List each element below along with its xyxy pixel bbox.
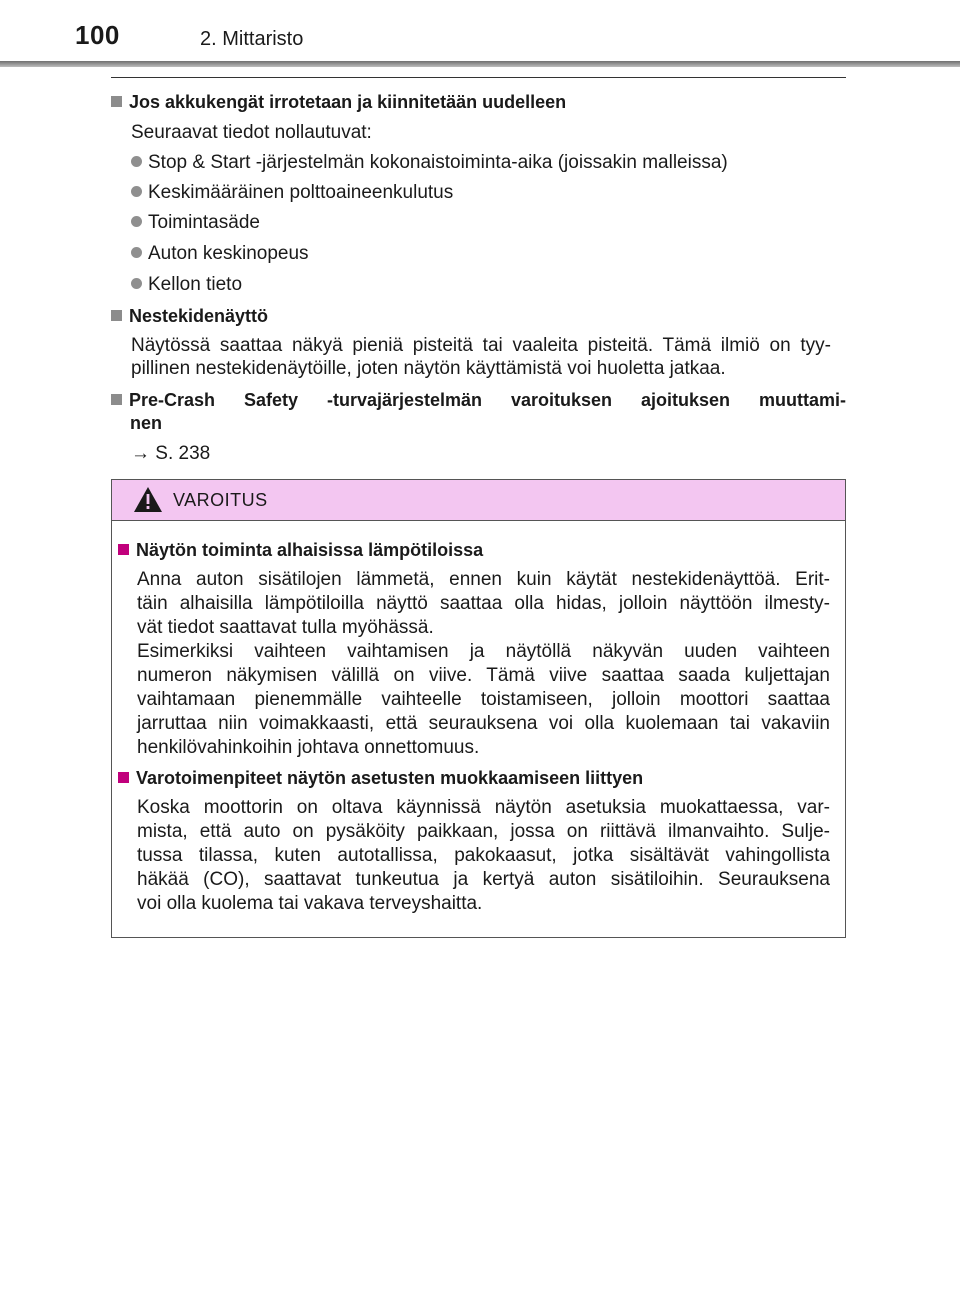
warning-square-icon xyxy=(118,544,129,555)
section-square-icon xyxy=(111,394,122,405)
bullet-item: Keskimääräinen polttoaineenkulutus xyxy=(131,182,453,204)
section-square-icon xyxy=(111,96,122,107)
warning-square-icon xyxy=(118,772,129,783)
content-top-rule xyxy=(111,77,846,78)
section-title-battery: Jos akkukengät irrotetaan ja kiinnitetään uudelleen xyxy=(111,92,566,113)
bullet-item: Auton keskinopeus xyxy=(131,243,309,265)
section-intro: Seuraavat tiedot nollautuvat: xyxy=(131,122,372,143)
page-header xyxy=(0,0,960,70)
bullet-dot-icon xyxy=(131,278,142,289)
warning-item-text: Anna auton sisätilojen lämmetä, ennen kuin käytät nestekidenäyttöä. Erit- täin alhaisilla lämpötiloilla näyttö saattaa olla hidas, jolloin näyttöön ilmesty- vät tiedot saattavat tulla myöhässä. Esimerkiksi vaihteen vaihtamisen ja näytöllä näkyvän uuden vaihteen numeron näkymisen välillä on viive. Tämä viive saattaa saada kuljettajan vaihtamaan pienemmälle vaihteelle toistamiseen, jolloin moottori saattaa jarruttaa niin voimakkaasti, että seurauksena voi olla kuolemaan tai vakaviin henkilövahinkoihin johtava onnettomuus. xyxy=(137,569,830,758)
warning-label: VAROITUS xyxy=(173,490,268,510)
page-number: 100 xyxy=(75,20,120,50)
warning-triangle-icon xyxy=(133,486,163,513)
bullet-dot-icon xyxy=(131,216,142,227)
header-rule xyxy=(0,61,960,67)
bullet-dot-icon xyxy=(131,156,142,167)
warning-header xyxy=(112,480,845,521)
chapter-title: 2. Mittaristo xyxy=(200,28,304,50)
section-paragraph: Näytössä saattaa näkyä pieniä pisteitä tai vaaleita pisteitä. Tämä ilmiö on tyy- pillinen nestekidenäytöille, joten näytön käyttämistä voi huoletta jatkaa. xyxy=(131,335,831,379)
bullet-item: Stop & Start -järjestelmän kokonaistoiminta-aika (joissakin malleissa) xyxy=(131,152,728,174)
bullet-dot-icon xyxy=(131,247,142,258)
bullet-item: Toimintasäde xyxy=(131,212,260,234)
warning-item-text: Koska moottorin on oltava käynnissä näytön asetuksia muokattaessa, var- mista, että auto on pysäköity paikkaan, jossa on riittävä ilmanvaihto. Sulje- tussa tilassa, kuten autotallissa, pakokaasut, jotka sisältävät vahingollista häkää (CO), saattavat tunkeutua ja kertyä auton sisätiloihin. Seurauksena voi olla kuolema tai vakava terveyshaitta. xyxy=(137,797,830,914)
section-title-precrash: Pre-Crash Safety -turvajärjestelmän varoituksen ajoituksen muuttami- nen xyxy=(111,389,846,435)
bullet-item: Kellon tieto xyxy=(131,274,242,296)
warning-item-title: Varotoimenpiteet näytön asetusten muokkaamiseen liittyen xyxy=(118,768,643,789)
bullet-dot-icon xyxy=(131,186,142,197)
section-title-lcd: Nestekidenäyttö xyxy=(111,306,268,327)
section-square-icon xyxy=(111,310,122,321)
warning-box xyxy=(111,479,846,938)
page-reference: → S. 238 xyxy=(131,443,211,464)
warning-item-title: Näytön toiminta alhaisissa lämpötiloissa xyxy=(118,540,483,561)
